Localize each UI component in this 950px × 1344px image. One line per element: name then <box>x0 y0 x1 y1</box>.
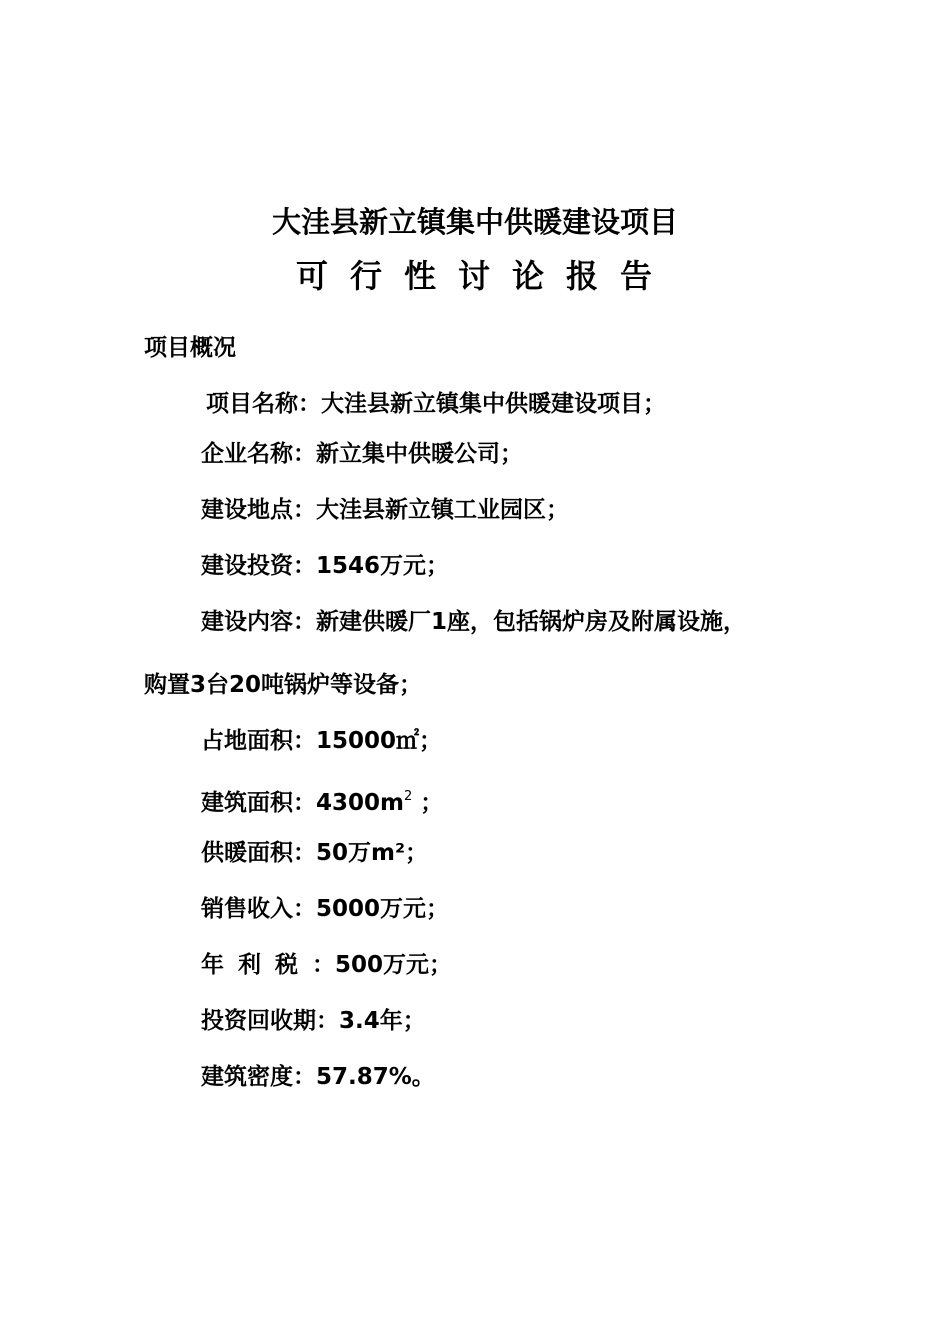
annual-tax-value: ：500万元； <box>312 952 453 978</box>
building-density-line: 建筑密度：57.87%。 <box>201 1064 435 1090</box>
location-line: 建设地点：大洼县新立镇工业园区； <box>201 497 569 523</box>
company-name-line: 企业名称：新立集中供暖公司； <box>201 441 523 467</box>
land-area-line: 占地面积：15000㎡； <box>201 728 443 754</box>
building-area-superscript: 2 <box>403 789 413 804</box>
building-area-prefix: 建筑面积：4300m <box>201 790 404 816</box>
sales-revenue-line: 销售收入：5000万元； <box>201 896 450 922</box>
payback-period-line: 投资回收期：3.4年； <box>201 1008 426 1034</box>
document-title-line2: 可行性讨论报告 <box>295 257 674 295</box>
content-line-1: 建设内容：新建供暖厂1座，包括锅炉房及附属设施， <box>201 609 747 635</box>
content-line-2: 购置3台20吨锅炉等设备； <box>144 672 423 698</box>
project-name-line: 项目名称：大洼县新立镇集中供暖建设项目； <box>206 391 666 417</box>
heating-area-line: 供暖面积：50万m²； <box>201 840 429 866</box>
annual-tax-line <box>201 948 452 982</box>
building-area-line <box>201 780 443 820</box>
building-area-suffix: ； <box>412 790 444 816</box>
section-heading-overview: 项目概况 <box>144 335 236 361</box>
investment-line: 建设投资：1546万元； <box>201 553 450 579</box>
annual-tax-label: 年利税 <box>201 952 312 978</box>
document-title-line1: 大洼县新立镇集中供暖建设项目 <box>271 205 678 239</box>
